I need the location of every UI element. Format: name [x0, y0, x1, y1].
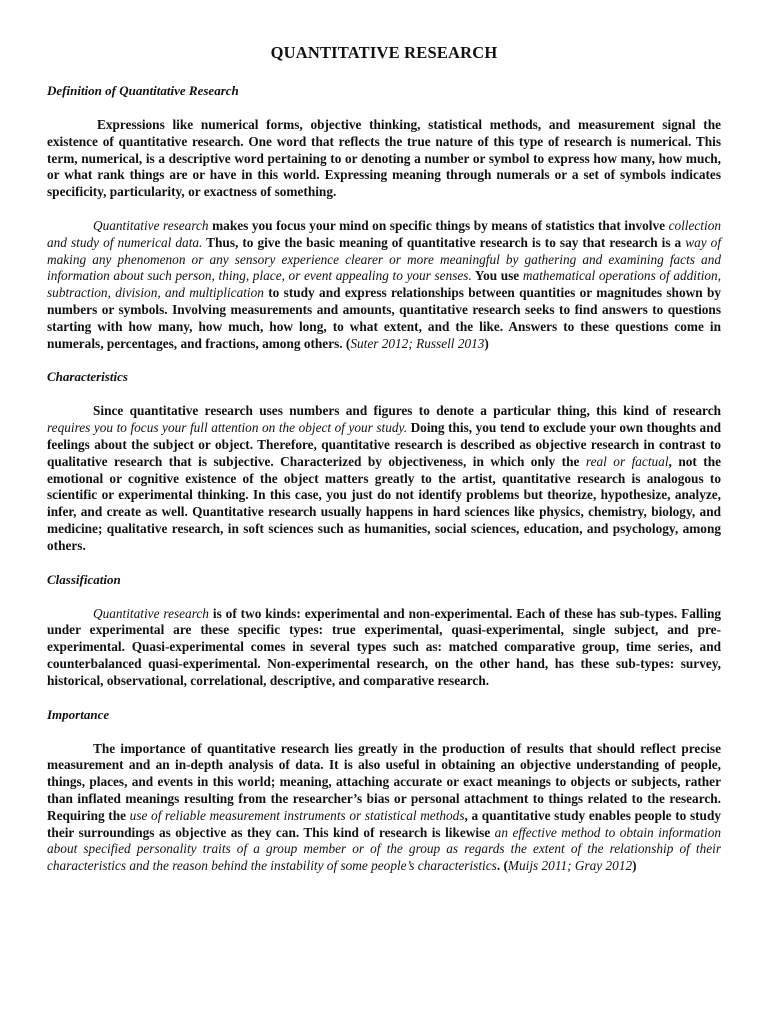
text-run: The importance of quantitative research lies greatly in the production of results that should reflect precise measurement and an in-depth analysis of data. It is also useful in obtaining an objective understanding of people, things, places, and events in this world; meaning, attaching accurate or exact meanings to objects or subjects, rather than inflated meanings resulting from the researcher’s bias or personal attachment to things related to the research. Requiring the — [47, 740, 721, 823]
text-run: Thus, to give the basic meaning of quantitative research is to say that research is a — [202, 234, 686, 250]
text-run: ) — [484, 335, 489, 351]
text-run: You use — [471, 268, 523, 284]
italic-run: Quantitative research — [93, 217, 209, 233]
definition-paragraph-2 — [47, 218, 721, 352]
definition-paragraph-1 — [47, 117, 721, 201]
document-title: QUANTITATIVE RESEARCH — [270, 43, 498, 62]
text-run: . ( — [496, 858, 508, 874]
italic-run: Quantitative research — [93, 605, 209, 621]
text-run: is of two kinds: experimental and non-experimental. Each of these has sub-types. Falling under experimental are these specific types: true experimental, quasi-experimental, single subject, and pre-experimental. Quasi-experimental comes in several types such as: matched comparative group, time series, and counterbalanced quasi-experimental. Non-experimental research, on the other hand, has these sub-types: survey, historical, observational, correlational, descriptive, and comparative research. — [47, 605, 721, 688]
text-run: ) — [632, 858, 637, 874]
text-run: Doing this, you tend to exclude your own thoughts and feelings about the subject or object. Therefore, quantitative research is described as objective research in contrast to qualitative research that is subjective. Characterized by objectiveness, in which only the — [47, 420, 721, 469]
text-run: makes you focus your mind on specific things by means of statistics that involve — [208, 217, 669, 233]
characteristics-paragraph — [47, 403, 721, 554]
italic-run: real or factual — [585, 453, 669, 469]
section-heading-importance: Importance — [47, 706, 110, 722]
italic-run: mathematical operations of addition, subtraction, division, and multiplication — [47, 268, 722, 301]
italic-run: an effective method to obtain information about specified personality traits of a group member or of the group as regards the extent of the relationship of their characteristics and the reason behind the instability of some people’s characteristics — [47, 824, 721, 874]
italic-run: Muijs 2011; Gray 2012 — [507, 858, 633, 874]
text-run: Expressions like numerical forms, objective thinking, statistical methods, and measurement signal the existence of quantitative research. One word that reflects the true nature of this type of research is numerical. This term, numerical, is a descriptive word pertaining to or denoting a number or symbol to express how many, how much, or what rank things are or have in this world. Expressing meaning through numerals or a set of symbols indicates specificity, particularity, or exactness of something. — [47, 117, 721, 200]
text-run: , not the emotional or cognitive existence of the object matters greatly to the artist, quantitative research is analogous to scientific or experimental thinking. In this case, you just do not identify problems but theorize, hypothesize, analyze, infer, and create as well. Quantitative research usually happens in hard sciences like physics, chemistry, biology, and medicine; qualitative research, in soft sciences such as humanities, social sciences, education, and psychology, among others. — [47, 453, 722, 553]
italic-run: use of reliable measurement instruments or statistical methods — [129, 807, 465, 823]
importance-paragraph — [47, 741, 721, 875]
italic-run: Suter 2012; Russell 2013 — [350, 335, 485, 351]
text-run: , a quantitative study enables people to study their surroundings as objective as they can. This kind of research is likewise — [47, 807, 721, 840]
text-run: to study and express relationships between quantities or magnitudes shown by numbers or symbols. Involving measurements and amounts, quantitative research seeks to find answers to questions starting with how many, how much, how long, to what extent, and the like. Answers to these questions come in numerals, percentages, and fractions, among others. ( — [47, 285, 721, 351]
section-heading-definition: Definition of Quantitative Research — [47, 83, 239, 98]
italic-run: requires you to focus your full attention on the object of your study. — [47, 420, 408, 436]
section-heading-characteristics: Characteristics — [47, 369, 128, 385]
italic-run: way of making any phenomenon or any sensory experience clearer or more meaningful by gathering and examining facts and information about such person, thing, place, or event appealing to your senses. — [47, 234, 722, 284]
classification-paragraph — [47, 606, 721, 690]
section-heading-classification: Classification — [47, 571, 121, 587]
italic-run: collection and study of numerical data. — [47, 217, 721, 250]
text-run: Since quantitative research uses numbers and figures to denote a particular thing, this kind of research — [93, 403, 721, 419]
